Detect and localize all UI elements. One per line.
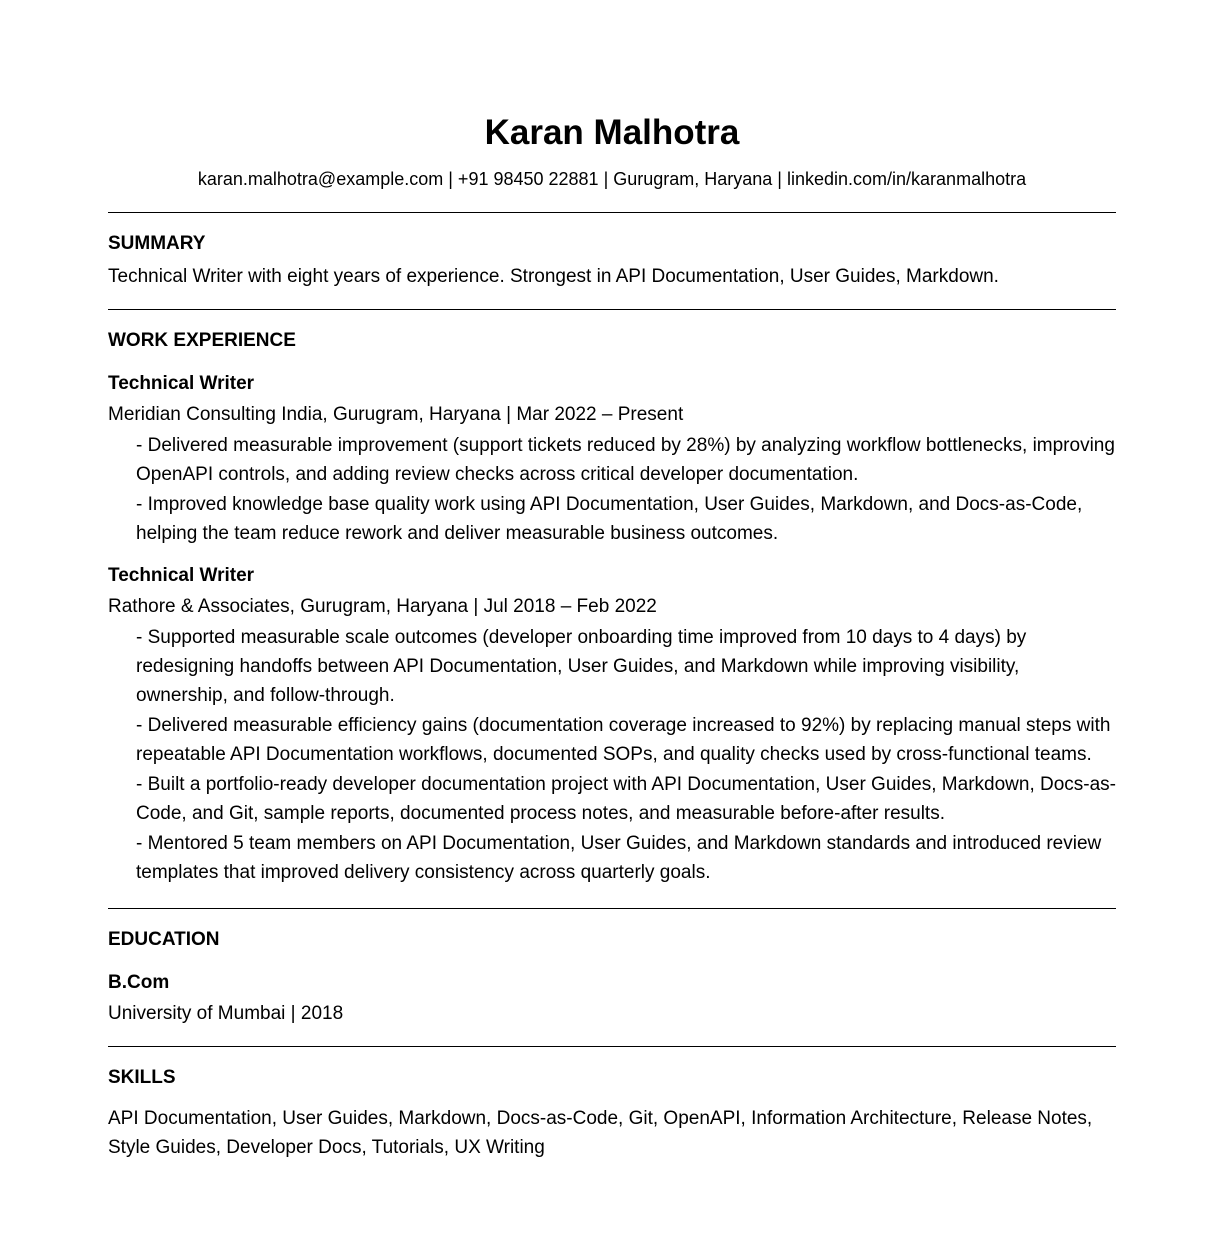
skills-section [108, 1047, 1116, 1182]
job-bullet: - Delivered measurable efficiency gains (documentation coverage increased to 92%) by replacing manual steps with repeatable API Documentation workflows, documented SOPs, and quality checks used by cross-functional teams. [136, 715, 1111, 765]
job-bullet: - Delivered measurable improvement (support tickets reduced by 28%) by analyzing workflow bottlenecks, improving OpenAPI controls, and adding review checks across critical developer documentation. [136, 435, 1115, 485]
job-company-dates: Meridian Consulting India, Gurugram, Haryana | Mar 2022 – Present [108, 404, 684, 425]
job-title: Technical Writer [108, 565, 255, 586]
contact-line: karan.malhotra@example.com | +91 98450 22881 | Gurugram, Haryana | linkedin.com/in/karanmalhotra [197, 169, 1027, 189]
job-bullet: - Supported measurable scale outcomes (developer onboarding time improved from 10 days to 4 days) by redesigning handoffs between API Documentation, User Guides, and Markdown while improving visibility, ownership, and follow-through. [136, 627, 1027, 706]
summary-heading: SUMMARY [108, 233, 206, 254]
job-bullet: - Mentored 5 team members on API Documentation, User Guides, and Markdown standards and introduced review templates that improved delivery consistency across quarterly goals. [136, 833, 1102, 883]
skills-heading: SKILLS [108, 1067, 176, 1088]
candidate-name: Karan Malhotra [484, 113, 740, 152]
summary-text: Technical Writer with eight years of experience. Strongest in API Documentation, User Guides, Markdown. [108, 266, 999, 287]
summary-section [108, 213, 1116, 309]
education-degree: B.Com [108, 972, 170, 993]
education-section [108, 909, 1116, 1046]
resume-header [108, 112, 1116, 190]
experience-section [108, 310, 1116, 908]
job-title: Technical Writer [108, 373, 255, 394]
job-bullets [108, 431, 1116, 548]
job-entry [108, 372, 1116, 548]
job-entry [108, 564, 1116, 887]
job-company-dates: Rathore & Associates, Gurugram, Haryana | Jul 2018 – Feb 2022 [108, 596, 657, 617]
job-bullet: - Improved knowledge base quality work using API Documentation, User Guides, Markdown, and Docs-as-Code, helping the team reduce rework and deliver measurable business outcomes. [136, 494, 1083, 544]
skills-list: API Documentation, User Guides, Markdown, Docs-as-Code, Git, OpenAPI, Information Architecture, Release Notes, Style Guides, Developer Docs, Tutorials, UX Writing [108, 1108, 1093, 1158]
job-bullet: - Built a portfolio-ready developer documentation project with API Documentation, User Guides, Markdown, Docs-as-Code, and Git, sample reports, documented process notes, and measurable before-after results. [136, 774, 1117, 824]
education-heading: EDUCATION [108, 929, 220, 950]
job-bullets [108, 623, 1116, 887]
education-school-year: University of Mumbai | 2018 [108, 1003, 344, 1024]
experience-heading: WORK EXPERIENCE [108, 330, 296, 351]
